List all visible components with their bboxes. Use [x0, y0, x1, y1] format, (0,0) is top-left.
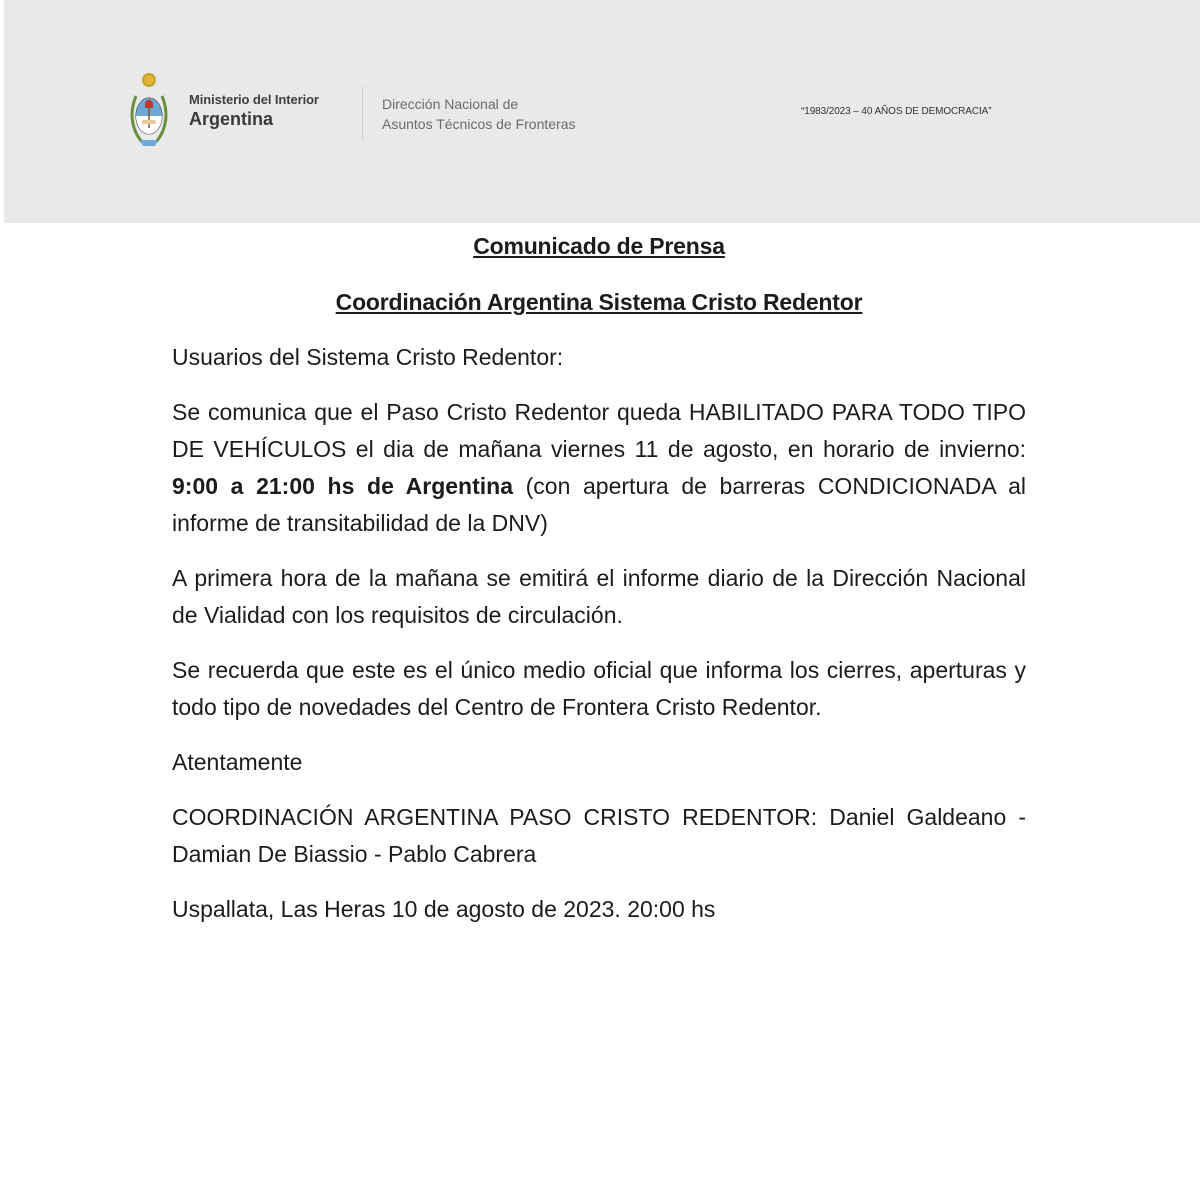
place-date: Uspallata, Las Heras 10 de agosto de 2023. 20:00 hs: [172, 896, 716, 922]
page-title: Comunicado de Prensa: [473, 233, 725, 259]
paragraph-opening-outro: (con apertura de barreras CONDICIONADA al informe de transitabilidad de la DNV): [172, 473, 1026, 536]
header-divider: [362, 86, 363, 140]
direction-line-1: Dirección Nacional de: [382, 96, 519, 112]
ministry-name: Ministerio del Interior: [189, 92, 319, 107]
signature: COORDINACIÓN ARGENTINA PASO CRISTO REDENTOR: Daniel Galdeano - Damian De Biassio - Pablo Cabrera: [172, 804, 1026, 867]
paragraph-opening-intro: Se comunica que el Paso Cristo Redentor queda HABILITADO PARA TODO TIPO DE VEHÍCULOS el dia de mañana viernes 11 de agosto, en horario de invierno:: [172, 399, 1026, 462]
header-band: [4, 0, 1200, 223]
closing: Atentamente: [172, 749, 303, 775]
opening-hours: 9:00 a 21:00 hs de Argentina: [172, 473, 513, 499]
greeting: Usuarios del Sistema Cristo Redentor:: [172, 344, 564, 370]
direction-name: [382, 94, 576, 134]
ministry-logo-text: [189, 92, 319, 130]
coat-of-arms-icon: [128, 70, 170, 154]
country-name: Argentina: [189, 109, 274, 129]
paragraph-official-channel: Se recuerda que este es el único medio oficial que informa los cierres, aperturas y todo tipo de novedades del Centro de Frontera Cristo Redentor.: [172, 657, 1026, 720]
page-subtitle: Coordinación Argentina Sistema Cristo Redentor: [335, 289, 863, 315]
press-release-body: [172, 226, 1026, 946]
paragraph-opening-announcement: [172, 394, 1026, 542]
democracy-motto: “1983/2023 – 40 AÑOS DE DEMOCRACIA”: [801, 106, 992, 117]
direction-line-2: Asuntos Técnicos de Fronteras: [382, 116, 576, 132]
paragraph-daily-report: A primera hora de la mañana se emitirá el informe diario de la Dirección Nacional de Vialidad con los requisitos de circulación.: [172, 565, 1026, 628]
